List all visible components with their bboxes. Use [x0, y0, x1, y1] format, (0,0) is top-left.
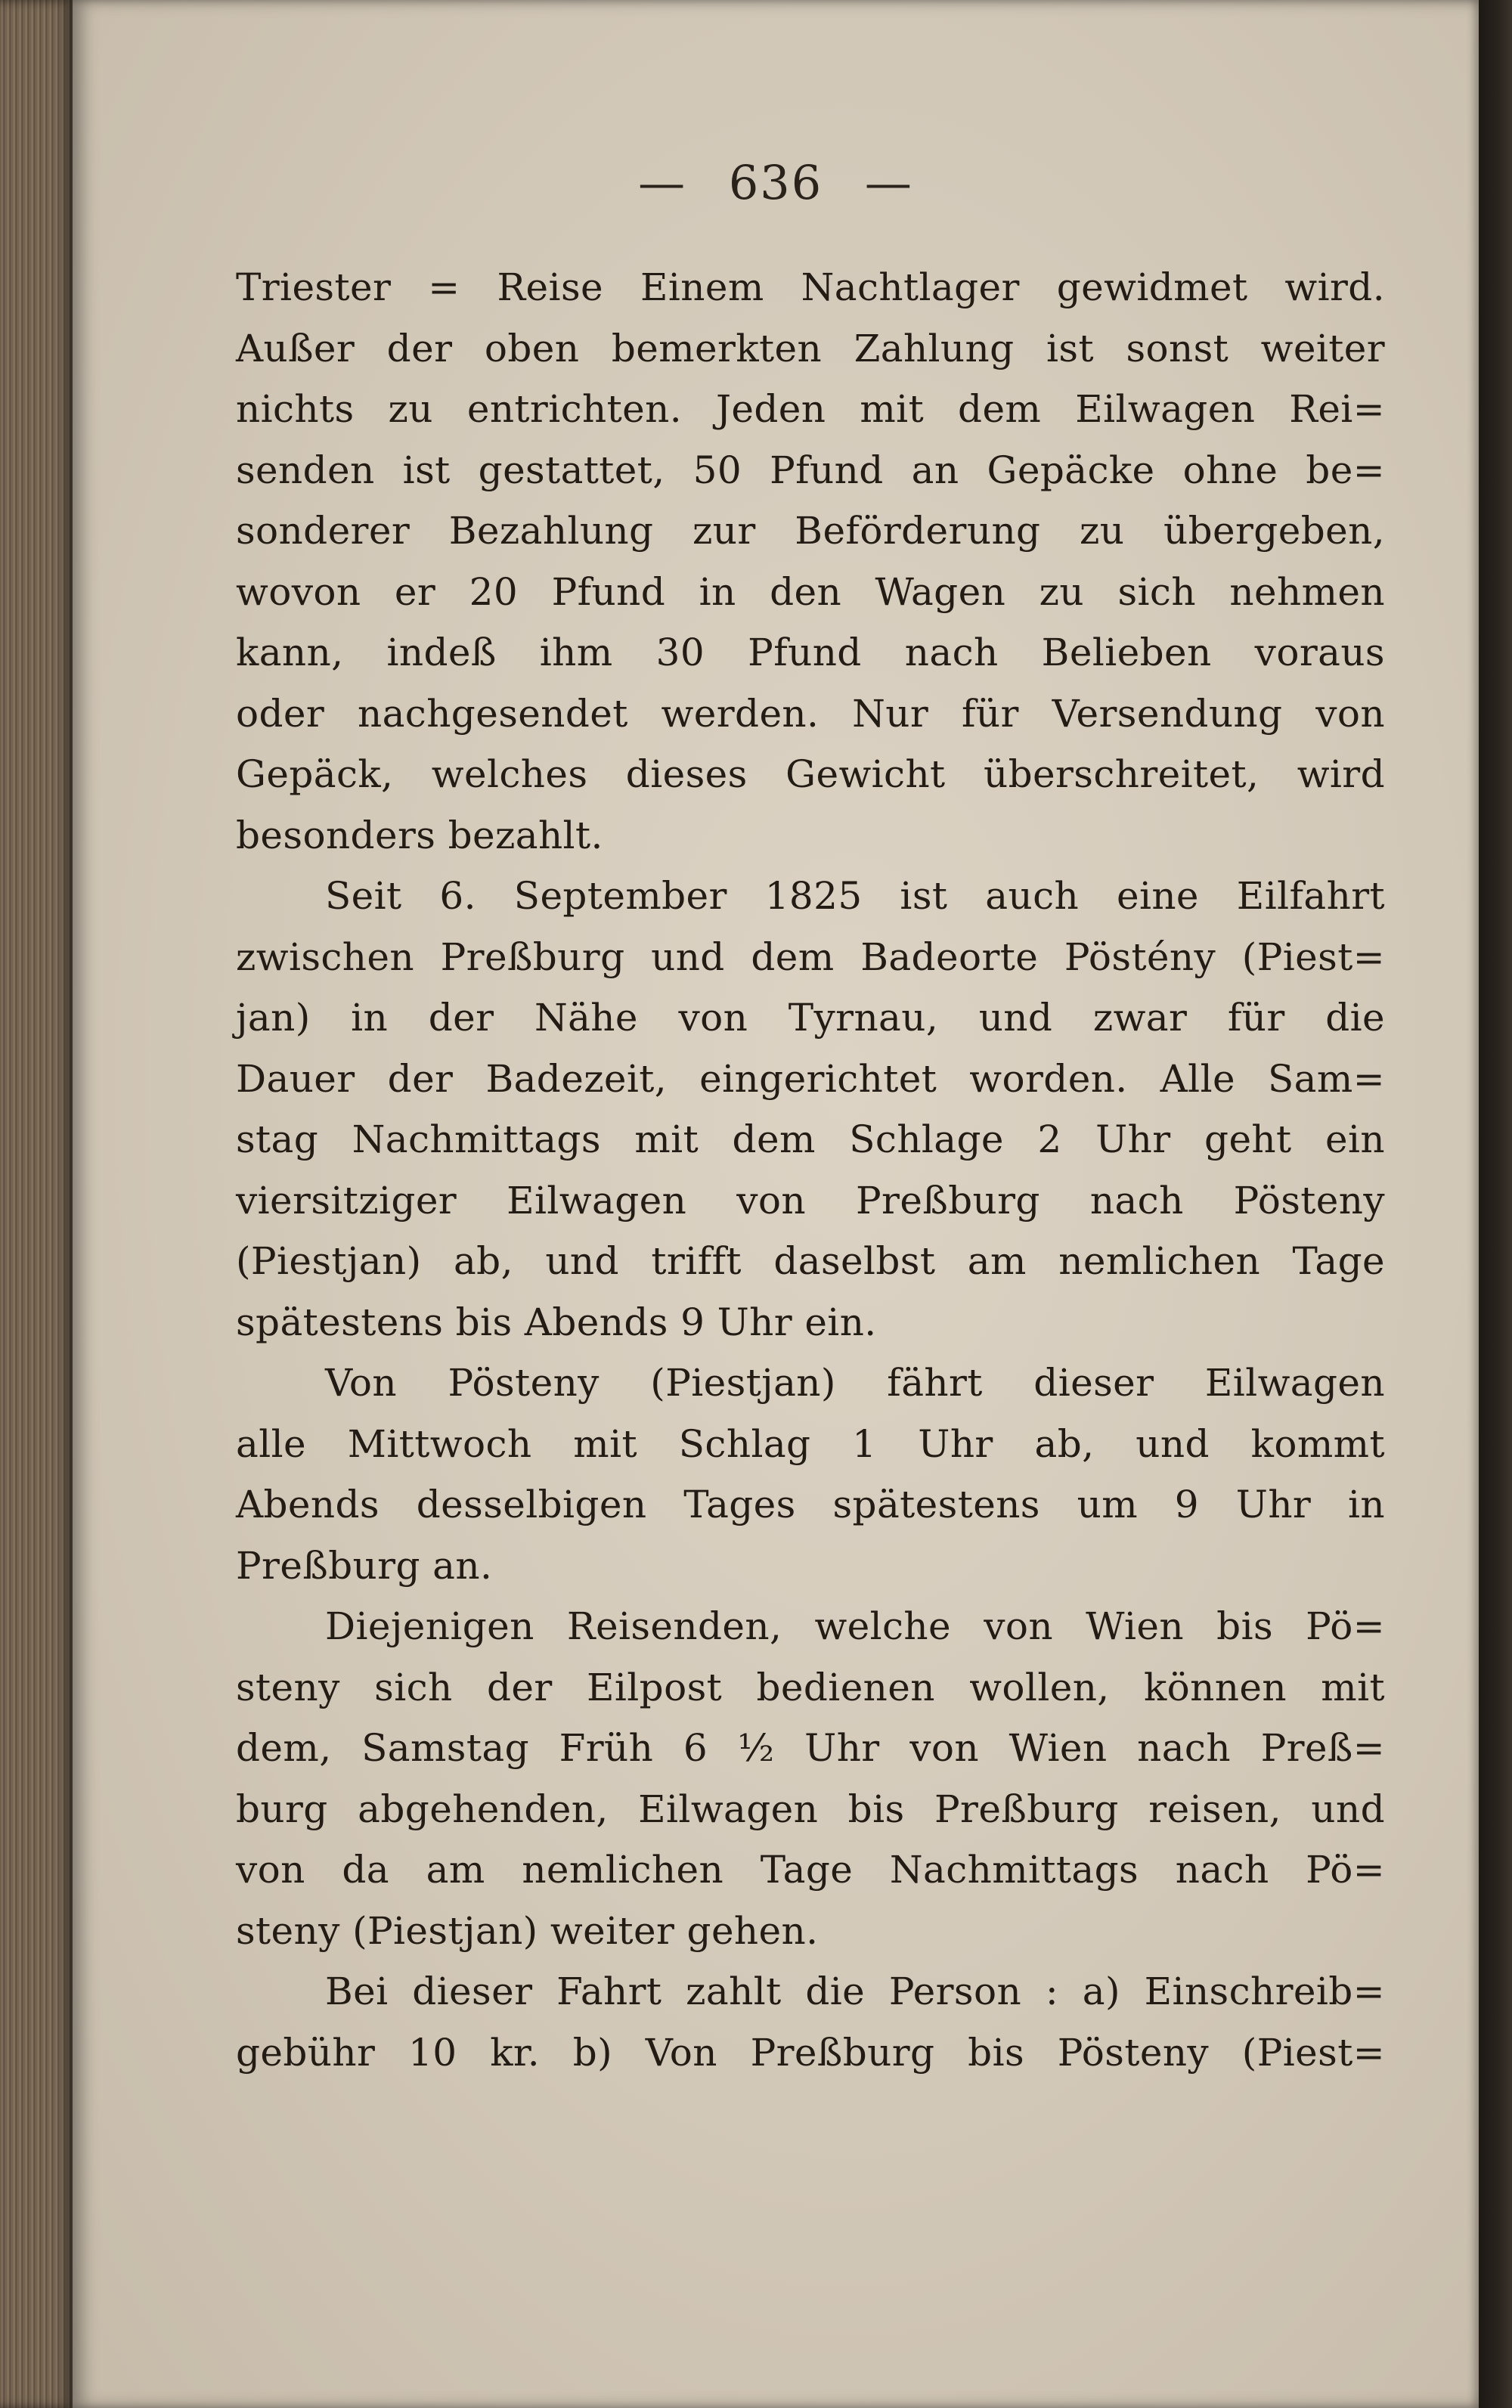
- text-line: von da am nemlichen Tage Nachmittags nach Pö=: [236, 1848, 1385, 1892]
- page-number: 636: [728, 155, 823, 210]
- text-line: gebühr 10 kr. b) Von Preßburg bis Pösteny (Piest=: [236, 2030, 1385, 2075]
- running-head: [73, 155, 1479, 210]
- book-cover-edge: [1479, 0, 1512, 2408]
- text-line: steny (Piestjan) weiter gehen.: [236, 1908, 819, 1953]
- text-line: alle Mittwoch mit Schlag 1 Uhr ab, und kommt: [236, 1421, 1385, 1466]
- text-line: Gepäck, welches dieses Gewicht überschreitet, wird: [236, 752, 1385, 796]
- text-line: steny sich der Eilpost bedienen wollen, können mit: [236, 1665, 1385, 1709]
- text-line: stag Nachmittags mit dem Schlage 2 Uhr geht ein: [236, 1117, 1385, 1161]
- text-line: viersitziger Eilwagen von Preßburg nach Pösteny: [236, 1178, 1385, 1223]
- text-line: sonderer Bezahlung zur Beförderung zu übergeben,: [236, 509, 1385, 553]
- text-line: senden ist gestattet, 50 Pfund an Gepäcke ohne be=: [236, 448, 1385, 492]
- text-line: jan) in der Nähe von Tyrnau, und zwar für die: [236, 996, 1385, 1040]
- text-line: dem, Samstag Früh 6 ½ Uhr von Wien nach Preß=: [236, 1726, 1385, 1770]
- text-line: Abends desselbigen Tages spätestens um 9 Uhr in: [236, 1483, 1385, 1526]
- text-line: Seit 6. September 1825 ist auch eine Eilfahrt: [325, 874, 1385, 918]
- body-text: [236, 257, 1385, 2083]
- dash-left: —: [638, 155, 687, 210]
- text-line: (Piestjan) ab, und trifft daselbst am nemlichen Tage: [236, 1239, 1385, 1283]
- text-line: Diejenigen Reisenden, welche von Wien bis Pö=: [325, 1604, 1385, 1648]
- text-line: burg abgehenden, Eilwagen bis Preßburg reisen, und: [236, 1787, 1385, 1831]
- dash-right: —: [864, 155, 913, 210]
- text-line: besonders bezahlt.: [236, 813, 603, 857]
- text-line: spätestens bis Abends 9 Uhr ein.: [236, 1300, 877, 1344]
- text-line: zwischen Preßburg und dem Badeorte Pöstény (Piest=: [236, 934, 1385, 979]
- text-line: kann, indeß ihm 30 Pfund nach Belieben voraus: [236, 631, 1385, 674]
- text-line: wovon er 20 Pfund in den Wagen zu sich nehmen: [236, 569, 1385, 614]
- text-line: Preßburg an.: [236, 1543, 493, 1588]
- text-line: nichts zu entrichten. Jeden mit dem Eilwagen Rei=: [236, 387, 1385, 431]
- text-line: Triester = Reise Einem Nachtlager gewidmet wird.: [236, 265, 1385, 309]
- text-line: Bei dieser Fahrt zahlt die Person : a) Einschreib=: [325, 1969, 1385, 2013]
- page-edges: [0, 0, 73, 2408]
- text-line: oder nachgesendet werden. Nur für Versendung von: [236, 691, 1385, 736]
- text-line: Außer der oben bemerkten Zahlung ist sonst weiter: [236, 326, 1385, 370]
- text-line: Dauer der Badezeit, eingerichtet worden. Alle Sam=: [236, 1056, 1385, 1101]
- text-line: Von Pösteny (Piestjan) fährt dieser Eilwagen: [325, 1361, 1385, 1405]
